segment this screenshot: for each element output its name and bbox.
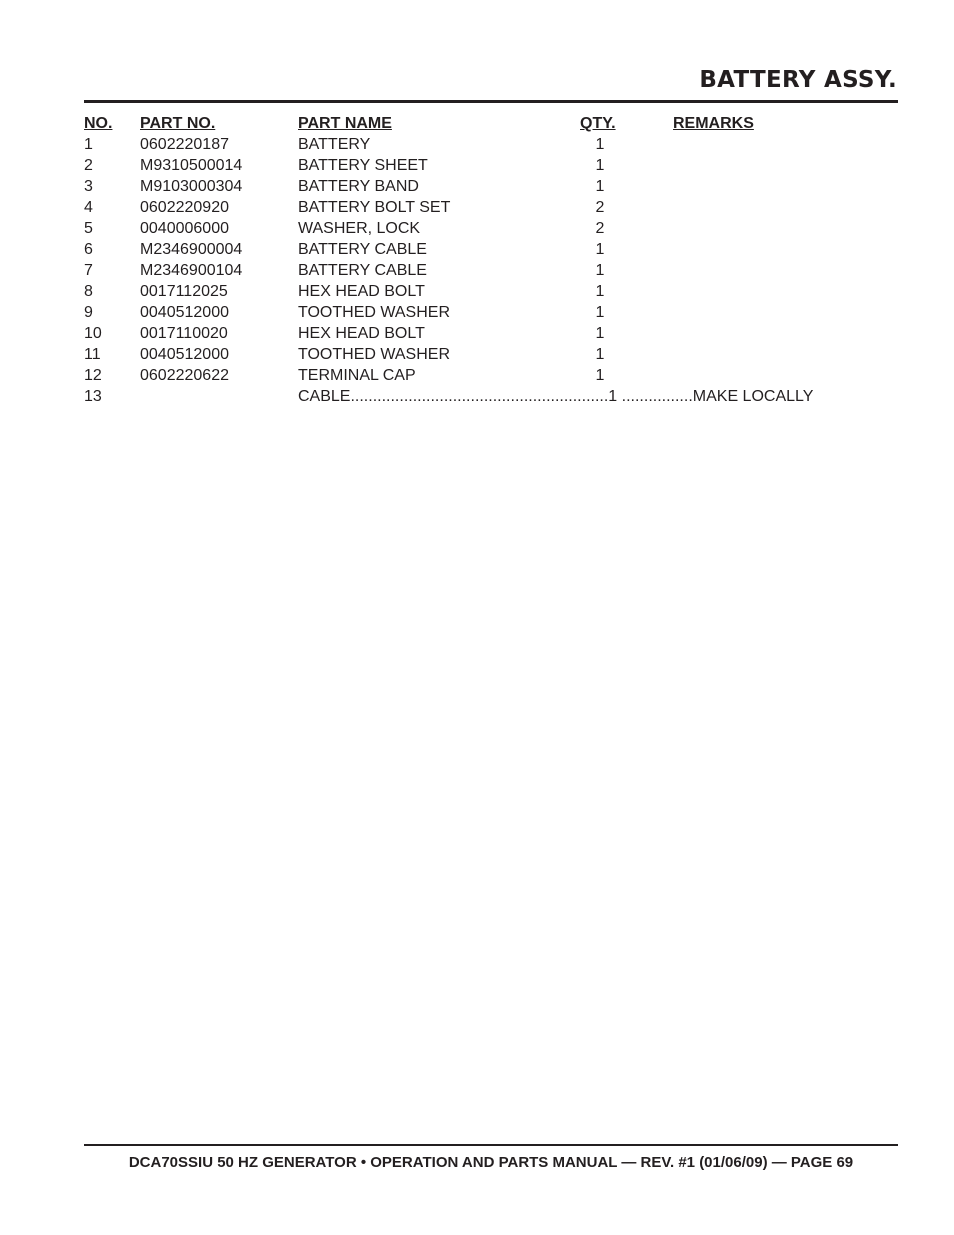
table-row	[84, 176, 898, 197]
cell-qty: 1	[595, 304, 605, 321]
cell-part-name: TOOTHED WASHER	[298, 304, 451, 321]
cell-part-no: 0602220622	[140, 367, 229, 384]
cell-part-name: BATTERY CABLE	[298, 262, 427, 279]
cell-part-name: WASHER, LOCK	[298, 220, 421, 237]
table-row	[84, 281, 898, 302]
table-header	[84, 113, 898, 134]
cell-qty: 1	[595, 325, 605, 342]
cell-no: 8	[84, 283, 93, 300]
table-row	[84, 365, 898, 386]
header-qty: QTY.	[580, 115, 616, 132]
cell-no: 3	[84, 178, 93, 195]
table-row	[84, 386, 898, 407]
cell-no: 12	[84, 367, 102, 384]
cell-no: 9	[84, 304, 93, 321]
cell-no: 10	[84, 325, 102, 342]
cell-part-no: M2346900104	[140, 262, 243, 279]
cell-no: 4	[84, 199, 93, 216]
cell-part-no: M9310500014	[140, 157, 243, 174]
table-row	[84, 344, 898, 365]
cell-part-name: TERMINAL CAP	[298, 367, 416, 384]
cell-qty: 1	[595, 157, 605, 174]
cell-no: 1	[84, 136, 93, 153]
cell-part-name: BATTERY	[298, 136, 371, 153]
cell-no: 11	[84, 346, 101, 363]
header-remarks: REMARKS	[673, 115, 754, 132]
parts-table	[84, 113, 898, 407]
table-row	[84, 302, 898, 323]
cell-part-name: BATTERY BAND	[298, 178, 419, 195]
cell-part-no: 0017112025	[140, 283, 228, 300]
cell-qty: 1	[595, 241, 605, 258]
cell-part-name: HEX HEAD BOLT	[298, 325, 425, 342]
cell-qty: 1	[595, 262, 605, 279]
cell-qty: 2	[595, 199, 605, 216]
cell-part-name: HEX HEAD BOLT	[298, 283, 425, 300]
cell-part-no: M2346900004	[140, 241, 243, 258]
footer-divider	[84, 1144, 898, 1146]
cell-no: 6	[84, 241, 93, 258]
table-row	[84, 134, 898, 155]
cell-qty: 1	[595, 178, 605, 195]
header-no: NO.	[84, 115, 113, 132]
cell-part-name: BATTERY BOLT SET	[298, 199, 451, 216]
cell-part-name: BATTERY SHEET	[298, 157, 428, 174]
page-footer: DCA70SSIU 50 HZ GENERATOR • OPERATION AND PARTS MANUAL — REV. #1 (01/06/09) — PAGE 69	[128, 1154, 854, 1171]
cell-qty: 1	[595, 367, 605, 384]
cell-no: 7	[84, 262, 93, 279]
title-divider	[84, 100, 898, 103]
table-row	[84, 260, 898, 281]
cell-part-no: M9103000304	[140, 178, 243, 195]
cell-part-name: TOOTHED WASHER	[298, 346, 451, 363]
cell-no: 13	[84, 388, 102, 405]
cell-part-no: 0602220920	[140, 199, 229, 216]
table-row	[84, 323, 898, 344]
table-row	[84, 239, 898, 260]
cell-qty: 1	[595, 283, 605, 300]
cell-part-no: 0602220187	[140, 136, 229, 153]
table-row	[84, 218, 898, 239]
cell-qty: 1	[595, 346, 605, 363]
table-row	[84, 155, 898, 176]
cell-no: 2	[84, 157, 93, 174]
table-row	[84, 197, 898, 218]
cell-no: 5	[84, 220, 93, 237]
cell-part-name: BATTERY CABLE	[298, 241, 427, 258]
cell-part-no: 0040512000	[140, 304, 229, 321]
header-part-name: PART NAME	[298, 115, 392, 132]
cell-qty: 1	[595, 136, 605, 153]
cell-part-no: 0017110020	[140, 325, 228, 342]
cell-dotted-entry: CABLE..........................................................1 ................MAKE LOCALLY	[298, 388, 814, 405]
header-part-no: PART NO.	[140, 115, 216, 132]
page-title: BATTERY ASSY.	[699, 67, 897, 93]
cell-part-no: 0040512000	[140, 346, 229, 363]
cell-qty: 2	[595, 220, 605, 237]
cell-part-no: 0040006000	[140, 220, 229, 237]
